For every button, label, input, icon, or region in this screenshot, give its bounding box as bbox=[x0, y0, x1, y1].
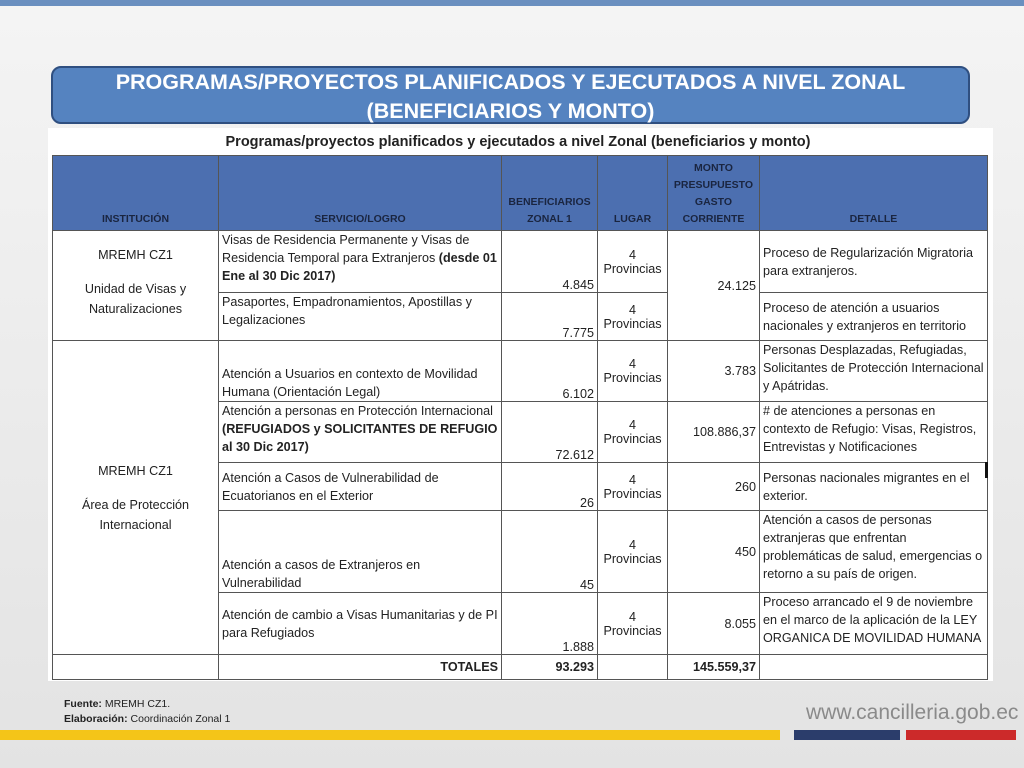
service-cell: Atención a casos de Extranjeros en Vulnerabilidad bbox=[219, 511, 502, 593]
slide-title-line2: (BENEFICIARIOS Y MONTO) bbox=[366, 99, 655, 123]
beneficiaries-cell: 45 bbox=[502, 511, 598, 593]
totals-beneficiaries: 93.293 bbox=[502, 655, 598, 680]
table-row bbox=[53, 341, 988, 402]
institution-unit: Área de Protección Internacional bbox=[81, 497, 190, 532]
totals-empty-cell bbox=[53, 655, 219, 680]
totals-label: TOTALES bbox=[219, 655, 502, 680]
service-cell: Atención a Casos de Vulnerabilidad de Ecuatorianos en el Exterior bbox=[219, 463, 502, 511]
beneficiaries-cell: 72.612 bbox=[502, 402, 598, 463]
totals-row bbox=[53, 655, 988, 680]
header-detalle: DETALLE bbox=[760, 156, 988, 231]
totals-empty-cell bbox=[760, 655, 988, 680]
website-url: www.cancilleria.gob.ec bbox=[806, 701, 1019, 724]
header-monto: MONTO PRESUPUESTO GASTO CORRIENTE bbox=[668, 156, 760, 231]
service-cell: Visas de Residencia Permanente y Visas de Residencia Temporal para Extranjeros (desde 01 Ene al 30 Dic 2017) bbox=[219, 231, 502, 293]
footer-stripe-navy bbox=[794, 730, 900, 740]
header-beneficiarios: BENEFICIARIOS ZONAL 1 bbox=[502, 156, 598, 231]
table-row bbox=[53, 231, 988, 293]
place-cell: 4 Provincias bbox=[598, 341, 668, 402]
service-cell: Atención de cambio a Visas Humanitarias y de PI para Refugiados bbox=[219, 593, 502, 655]
place-cell: 4 Provincias bbox=[598, 402, 668, 463]
amount-cell: 108.886,37 bbox=[668, 402, 760, 463]
amount-cell: 8.055 bbox=[668, 593, 760, 655]
place-cell: 4 Provincias bbox=[598, 231, 668, 293]
amount-cell: 260 bbox=[668, 463, 760, 511]
detail-cell: Proceso arrancado el 9 de noviembre en el marco de la aplicación de la LEY ORGANICA DE MOVILIDAD HUMANA bbox=[760, 593, 988, 655]
detail-cell: Proceso de Regularización Migratoria para extranjeros. bbox=[760, 231, 988, 293]
table-caption: Programas/proyectos planificados y ejecutados a nivel Zonal (beneficiarios y monto) bbox=[225, 134, 811, 150]
header-lugar: LUGAR bbox=[598, 156, 668, 231]
slide-title-line1: PROGRAMAS/PROYECTOS PLANIFICADOS Y EJECUTADOS A NIVEL ZONAL bbox=[115, 70, 906, 94]
beneficiaries-cell: 7.775 bbox=[502, 293, 598, 341]
header-servicio: SERVICIO/LOGRO bbox=[219, 156, 502, 231]
detail-cell: # de atenciones a personas en contexto de Refugio: Visas, Registros, Entrevistas y Notificaciones bbox=[760, 402, 988, 463]
beneficiaries-cell: 6.102 bbox=[502, 341, 598, 402]
programs-table bbox=[52, 155, 988, 680]
totals-empty-cell bbox=[598, 655, 668, 680]
totals-amount: 145.559,37 bbox=[668, 655, 760, 680]
detail-cell: Proceso de atención a usuarios nacionales y extranjeros en territorio bbox=[760, 293, 988, 341]
slide-title bbox=[51, 66, 970, 124]
institution-name: MREMH CZ1 bbox=[98, 463, 173, 478]
detail-cell: Atención a casos de personas extranjeras que enfrentan problemáticas de salud, emergencias o retorno a su país de origen. bbox=[760, 511, 988, 593]
institution-name: MREMH CZ1 bbox=[98, 248, 173, 262]
place-cell: 4 Provincias bbox=[598, 293, 668, 341]
institution-cell-proteccion bbox=[53, 341, 219, 655]
institution-cell-visas bbox=[53, 231, 219, 341]
beneficiaries-cell: 4.845 bbox=[502, 231, 598, 293]
service-cell: Pasaportes, Empadronamientos, Apostillas y Legalizaciones bbox=[219, 293, 502, 341]
beneficiaries-cell: 26 bbox=[502, 463, 598, 511]
amount-cell: 450 bbox=[668, 511, 760, 593]
amount-cell: 24.125 bbox=[668, 231, 760, 341]
place-cell: 4 Provincias bbox=[598, 463, 668, 511]
header-institucion: INSTITUCIÓN bbox=[53, 156, 219, 231]
table-edge-mark bbox=[985, 462, 988, 478]
footer-notes bbox=[64, 697, 230, 727]
source-note: Fuente: MREMH CZ1. bbox=[64, 698, 171, 710]
place-cell: 4 Provincias bbox=[598, 511, 668, 593]
footer-stripe-yellow bbox=[0, 730, 780, 740]
institution-unit: Unidad de Visas y Naturalizaciones bbox=[84, 282, 187, 316]
service-cell: Atención a Usuarios en contexto de Movilidad Humana (Orientación Legal) bbox=[219, 341, 502, 402]
elaboration-note: Elaboración: Coordinación Zonal 1 bbox=[64, 713, 231, 725]
amount-cell: 3.783 bbox=[668, 341, 760, 402]
place-cell: 4 Provincias bbox=[598, 593, 668, 655]
beneficiaries-cell: 1.888 bbox=[502, 593, 598, 655]
table-header-row bbox=[53, 156, 988, 231]
footer-stripe-red bbox=[906, 730, 1016, 740]
detail-cell: Personas nacionales migrantes en el exterior. bbox=[760, 463, 988, 511]
detail-cell: Personas Desplazadas, Refugiadas, Solicitantes de Protección Internacional y Apátridas. bbox=[760, 341, 988, 402]
service-cell: Atención a personas en Protección Internacional (REFUGIADOS y SOLICITANTES DE REFUGIO al 30 Dic 2017) bbox=[219, 402, 502, 463]
